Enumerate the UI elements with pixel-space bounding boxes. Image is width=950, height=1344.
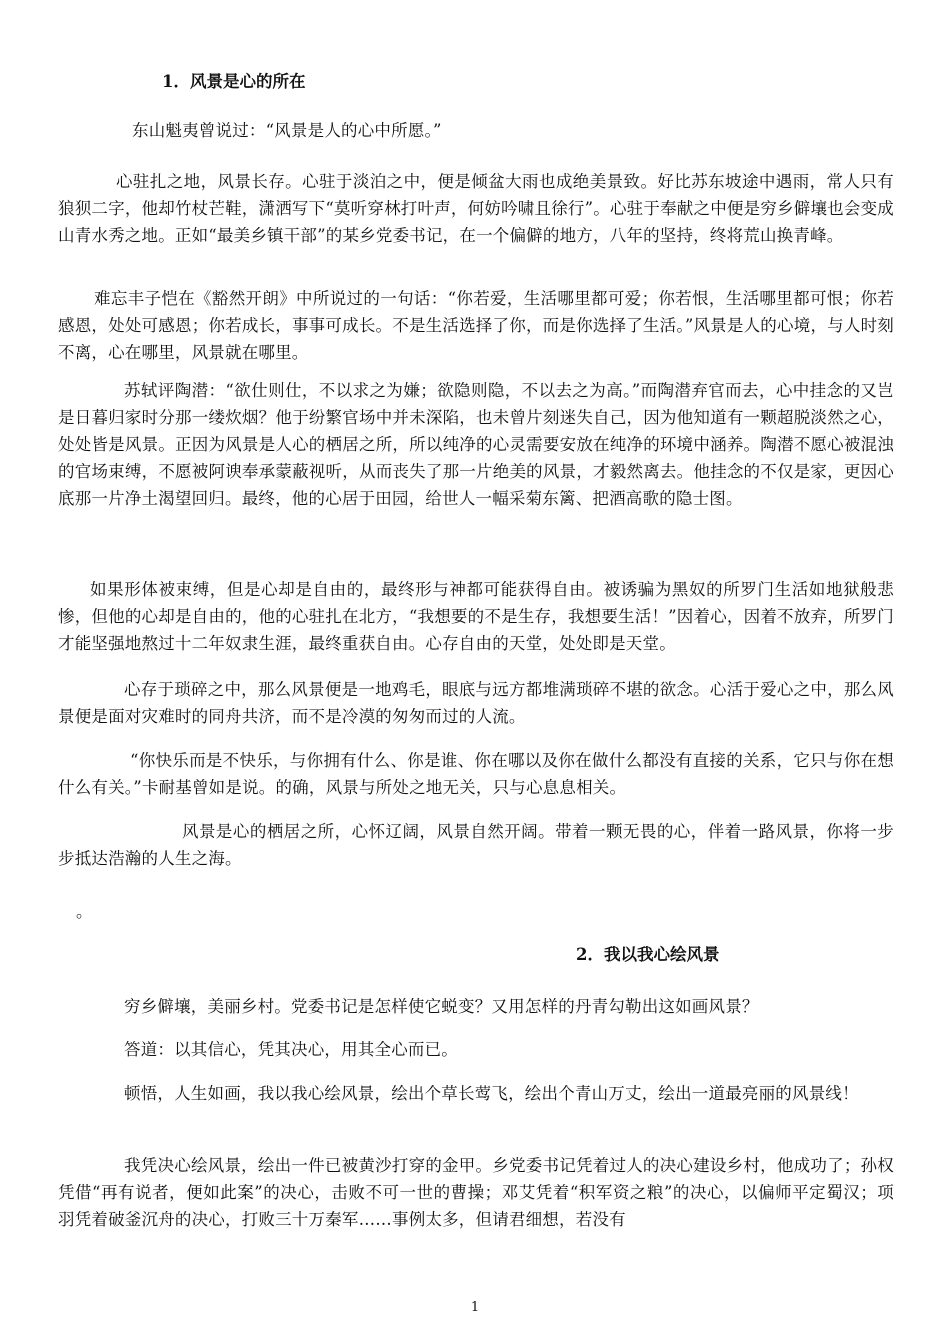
paragraph-1-8: 风景是心的栖居之所，心怀辽阔，风景自然开阔。带着一颗无畏的心，伴着一路风景，你将一步步抵达浩瀚的人生之海。 (58, 822, 894, 868)
paragraph-1-3: 难忘丰子恺在《豁然开朗》中所说过的一句话：“你若爱，生活哪里都可爱；你若恨，生活哪里都可恨；你若感恩，处处可感恩；你若成长，事事可成长。不是生活选择了你，而是你选择了生活。”风景是人的心境，与人时刻不离，心在哪里，风景就在哪里。 (58, 289, 894, 362)
paragraph-1-7: “你快乐而是不快乐，与你拥有什么、你是谁、你在哪以及你在做什么都没有直接的关系，它只与你在想什么有关。”卡耐基曾如是说。的确，风景与所处之地无关，只与心息息相关。 (58, 751, 894, 797)
paragraph-1-5: 如果形体被束缚，但是心却是自由的，最终形与神都可能获得自由。被诱骗为黑奴的所罗门生活如地狱般悲惨，但他的心却是自由的，他的心驻扎在北方，“我想要的不是生存，我想要生活！”因着心，因着不放弃，所罗门才能坚强地熬过十二年奴隶生涯，最终重获自由。心存自由的天堂，处处即是天堂。 (58, 580, 894, 653)
paragraph-1-9: 。 (76, 902, 93, 921)
paragraph-1-6: 心存于琐碎之中，那么风景便是一地鸡毛，眼底与远方都堆满琐碎不堪的欲念。心活于爱心之中，那么风景便是面对灾难时的同舟共济，而不是冷漠的匆匆而过的人流。 (58, 680, 894, 726)
paragraph-1-1: 东山魁夷曾说过：“风景是人的心中所愿。” (132, 121, 442, 140)
section-2-heading: 2．我以我心绘风景 (576, 945, 720, 964)
paragraph-1-2: 心驻扎之地，风景长存。心驻于淡泊之中，便是倾盆大雨也成绝美景致。好比苏东坡途中遇雨，常人只有狼狈二字，他却竹杖芒鞋，潇洒写下“莫听穿林打叶声，何妨吟啸且徐行”。心驻于奉献之中便是穷乡僻壤也会变成山青水秀之地。正如“最美乡镇干部”的某乡党委书记，在一个偏僻的地方，八年的坚持，终将荒山换青峰。 (58, 172, 894, 245)
paragraph-1-4: 苏轼评陶潜：“欲仕则仕，不以求之为嫌；欲隐则隐，不以去之为高。”而陶潜弃官而去，心中挂念的又岂是日暮归家时分那一缕炊烟？他于纷繁官场中并未深陷，也未曾片刻迷失自己，因为他知道有一颗超脱淡然之心，处处皆是风景。正因为风景是人心的栖居之所，所以纯净的心灵需要安放在纯净的环境中涵养。陶潜不愿心被混浊的官场束缚，不愿被阿谀奉承蒙蔽视听，从而丧失了那一片绝美的风景，才毅然离去。他挂念的不仅是家，更因心底那一片净土渴望回归。最终，他的心居于田园，给世人一幅采菊东篱、把酒高歌的隐士图。 (58, 381, 894, 508)
paragraph-2-3: 顿悟，人生如画，我以我心绘风景，绘出个草长莺飞，绘出个青山万丈，绘出一道最亮丽的风景线！ (124, 1084, 859, 1103)
paragraph-2-2: 答道：以其信心，凭其决心，用其全心而已。 (124, 1040, 458, 1059)
paragraph-2-4: 我凭决心绘风景，绘出一件已被黄沙打穿的金甲。乡党委书记凭着过人的决心建设乡村，他成功了；孙权凭借“再有说者，便如此案”的决心，击败不可一世的曹操；邓艾凭着“积军资之粮”的决心，以偏师平定蜀汉；项羽凭着破釜沉舟的决心，打败三十万秦军……事例太多，但请君细想，若没有 (58, 1156, 894, 1229)
paragraph-2-1: 穷乡僻壤，美丽乡村。党委书记是怎样使它蜕变？又用怎样的丹青勾勒出这如画风景？ (124, 997, 759, 1016)
page-number: 1 (470, 1300, 480, 1315)
section-1-heading: 1．风景是心的所在 (162, 72, 306, 91)
